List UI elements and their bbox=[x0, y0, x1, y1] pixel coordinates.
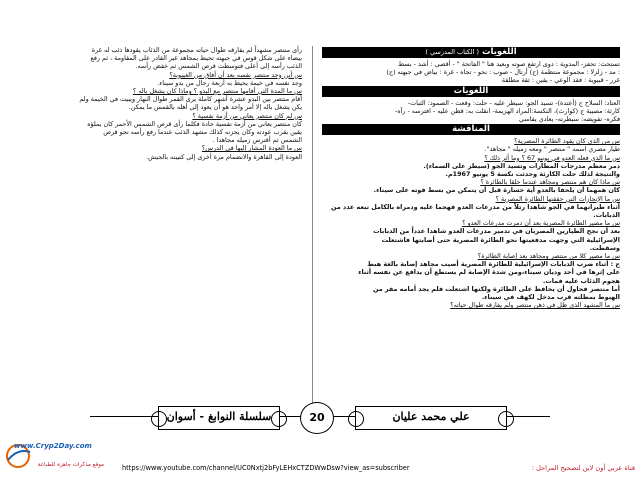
series-title: سلسلة النوابغ - أسوان bbox=[166, 410, 272, 423]
author-name: علي محمد عليان bbox=[392, 410, 470, 423]
youtube-link[interactable]: https://www.youtube.com/channel/UC0Nxtj2bFyLEHxCTZDWwDsw?view_as=subscriber bbox=[122, 464, 410, 472]
vocab2-line: كارثة: مصيبة ج (كوارث)، النكسة:المراد الهزيمة- انقلت به: قطن عليه - افترسه - رآه- bbox=[394, 106, 620, 115]
answer: كان همهما أن يلحقا بالعدو أية خسارة قبل أن يتمكن من بسط قوته على سيناء. bbox=[373, 186, 620, 195]
vocab-header bbox=[322, 47, 620, 58]
answer: طيار مصري اسمه " منتصر " ومعه زميله " مجاهد". bbox=[484, 145, 620, 154]
intro-line: بيضاء على شكل قوس في جبهته تحيط بمجاهد غير القادر على المقاومة ، ثم رفع bbox=[90, 54, 302, 63]
column-divider bbox=[312, 46, 313, 406]
right-qa-list bbox=[322, 137, 620, 309]
series-frame bbox=[158, 406, 280, 430]
vocab-header-subtitle: ( الكتاب المدرسي ) bbox=[425, 48, 480, 56]
right-column bbox=[322, 46, 620, 309]
vocab2-header-title: اللغويات bbox=[453, 85, 489, 96]
question: س لم كان منتصر يعاني من أزمة نفسية ؟ bbox=[192, 111, 302, 120]
question: س ما العودة المشار إليها في الدرس؟ bbox=[201, 144, 302, 153]
intro-line: رأى منتصر مشهداً لم يفارقه طوال حياته مجموعة من الذئاب يقودها ذئب له غرة bbox=[91, 46, 302, 54]
page-footer bbox=[0, 392, 637, 492]
discussion-header bbox=[322, 124, 620, 135]
answer: كان منتصر يعاني من أزمة نفسية حادة فكلما رأى قرص الشمس الأحمر كان يملؤه يقين بقرب عودته وكان يحزنه كذلك مشهد الذئب عندما رفع رأسه نحو قرص الشمس ثم أقترس زميله مجاهدا . bbox=[87, 119, 302, 145]
vocab-line: : مد - زلزلا : مجموعة منتظمة (ج) أرتال - صوب : نحو - تجاه - غرة : بياض في جبهته (ج) bbox=[386, 68, 620, 77]
question: س ما مصير كلا من منتصر ومجاهد بعد إصابة الطائرة؟ bbox=[477, 252, 620, 261]
vocab2-line: فكره- تفويضه: سيطرته- يعادي يقاسي bbox=[519, 115, 620, 124]
question: س ما مصير الطائرة المصرية بعد أن دمرت مدرعات العدو ؟ bbox=[462, 219, 620, 228]
question: س أين وجد منتصر نفسه بعد أن أفاق من الغيبوبة؟ bbox=[169, 70, 302, 79]
answer: بعد أن نجح الطيارين المصريان في تدمير مدرعات العدو شاهدا عدداً من الدبابات الإسرائيلية التي وجهت مدفعيتها نحو الطائرة المصرية حتى أصابتها فاشتعلت وسقطت. bbox=[373, 227, 620, 252]
brand-tagline: موقع مذكرات جاهزة للطباعة bbox=[37, 462, 104, 468]
discussion-header-title: المناقشة bbox=[452, 124, 490, 135]
question: س ما الذي فعله العدو في يونيو 67 ؟ وما أثر ذلك ؟ bbox=[484, 153, 620, 162]
vocab2-header bbox=[322, 86, 620, 97]
answer: ج : أثناء ضرب الدبابات الإسرائيلية للطائرة المصرية أصيب مجاهد إصابة بالغة هبط على إثرها في أحد وديان سيناء،ومن شدة الإصابة لم يستطع أن يدافع عن نفسه أثناء هجوم الذئاب عليه فمات. أما منتصر فحاول أن يحافظ على الطائرة ولكنها اشتعلت فلم يجد أمامه مفر من الهبوط بمظلته قرب مدخل لكهف في سيناء. bbox=[358, 260, 620, 302]
left-column bbox=[16, 46, 302, 161]
answer: وجد نفسه في خيمة يحيط به أربعة رجال من بدو سيناء. bbox=[157, 78, 302, 87]
intro-line: الذئب رأسه إلى أعلى فتوسطت قرص الشمس ثم خفض رأسه. bbox=[135, 62, 302, 71]
vocab-line: غرر - قبيوية : فقد الوعي - يقين : ثقة مطلقة bbox=[501, 76, 620, 85]
youtube-label: قناة عربي أون لاين لتصحيح المراحل : bbox=[531, 464, 635, 472]
vocab2-line: العتاد: السلاح ج (أعتدة)- تسيد الجو: سيطر عليه - حلت: وقعت - الصمود: الثبات- bbox=[407, 98, 620, 107]
answer: أثناء طيرانهما في الجو شاهدا رتلاً من مدرعات العدو فهجما عليه ودمراه بالكامل تبعه عدد من الدبابات. bbox=[330, 202, 620, 220]
question: س ما المشهد الذي ظل في ذهن منتصر ولم يفارقه طوال حياته؟ bbox=[450, 301, 620, 310]
page-number: 20 bbox=[300, 402, 334, 434]
author-frame bbox=[355, 406, 507, 430]
vocab-header-title: اللغويات bbox=[482, 47, 517, 57]
answer: أقام منتصر بين البدو عشرة أشهر كاملة يرى القمر طوال النهار ويبيت في الخيمة ولم يكن يشغل باله إلا أمر واحد هو أن يعود إلى أهله بالقمس ما يمكن. bbox=[79, 95, 302, 112]
answer: العودة إلى القاهرة والانضمام مرة أخرى إلى كتيبته بالجيش. bbox=[146, 152, 302, 161]
question: س ما المدة التي أقامها منتصر مع البدو ؟ وماذا كان يشغل باله ؟ bbox=[132, 87, 302, 96]
question: س ما الإنجازات التي حققتها الطائرة المصرية ؟ bbox=[495, 194, 620, 203]
question: س من الذي كان يقود الطائرة المصرية؟ bbox=[514, 137, 620, 146]
vocab-line: تستحث: تحفز- المدوية : دوى ارتفع صوته وبعيد هنا " الفاتحة " - أقصى : أشد - بسط bbox=[398, 60, 620, 68]
brand-site[interactable]: www.Cryp2Day.com bbox=[14, 442, 92, 450]
answer: دمر معظم مدرجات المطارات وتسيد الجو (سيطر على السماء). والنتيجة لذلك حلت الكارثة وحدثت نكسة 5 يونيو 1967م. bbox=[423, 161, 620, 179]
question: س ماذا كان هم منتصر ومجاهد عندما حلقا بالطائرة ؟ bbox=[480, 178, 620, 187]
